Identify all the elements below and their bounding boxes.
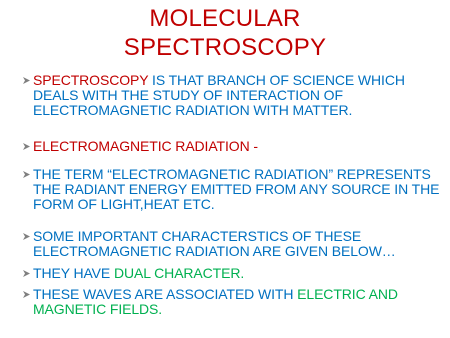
bullet-text: IS THAT BRANCH OF SCIENCE WHICH DEALS WITH THE STUDY OF INTERACTION OF ELECTROMAGNETIC RADIATION WITH MATTER.: [33, 72, 405, 118]
bullet-text: THE TERM “ELECTROMAGNETIC RADIATION” REPRESENTS THE RADIANT ENERGY EMITTED FROM ANY SOURCE IN THE FORM OF LIGHT,HEAT ETC.: [33, 166, 440, 212]
bullet-item-spectroscopy-definition: [20, 73, 440, 118]
highlight-term: ELECTRIC AND MAGNETIC FIELDS.: [33, 286, 398, 317]
arrowhead-bullet-icon: [23, 77, 30, 84]
arrowhead-bullet-icon: [23, 143, 30, 150]
slide-title: [0, 4, 450, 62]
bullet-text: THESE WAVES ARE ASSOCIATED WITH: [33, 286, 298, 302]
highlight-term: SPECTROSCOPY: [33, 72, 149, 88]
arrowhead-bullet-icon: [23, 233, 30, 240]
arrowhead-bullet-icon: [23, 291, 30, 298]
highlight-term: DUAL CHARACTER.: [113, 265, 245, 281]
title-line-1: MOLECULAR: [149, 5, 301, 32]
bullet-item-electric-magnetic-fields: [20, 287, 440, 317]
highlight-term: ELECTROMAGNETIC RADIATION -: [33, 138, 258, 154]
title-line-2: SPECTROSCOPY: [123, 34, 327, 61]
bullet-item-dual-character: [20, 266, 440, 281]
bullet-item-characteristics-intro: [20, 229, 440, 259]
bullet-list: [20, 73, 440, 317]
bullet-item-em-radiation-heading: [20, 139, 440, 154]
arrowhead-bullet-icon: [23, 171, 30, 178]
arrowhead-bullet-icon: [23, 270, 30, 277]
bullet-item-em-radiation-definition: [20, 167, 440, 212]
bullet-text: THEY HAVE: [33, 265, 114, 281]
bullet-text: SOME IMPORTANT CHARACTERSTICS OF THESE ELECTROMAGNETIC RADIATION ARE GIVEN BELOW…: [33, 228, 396, 259]
